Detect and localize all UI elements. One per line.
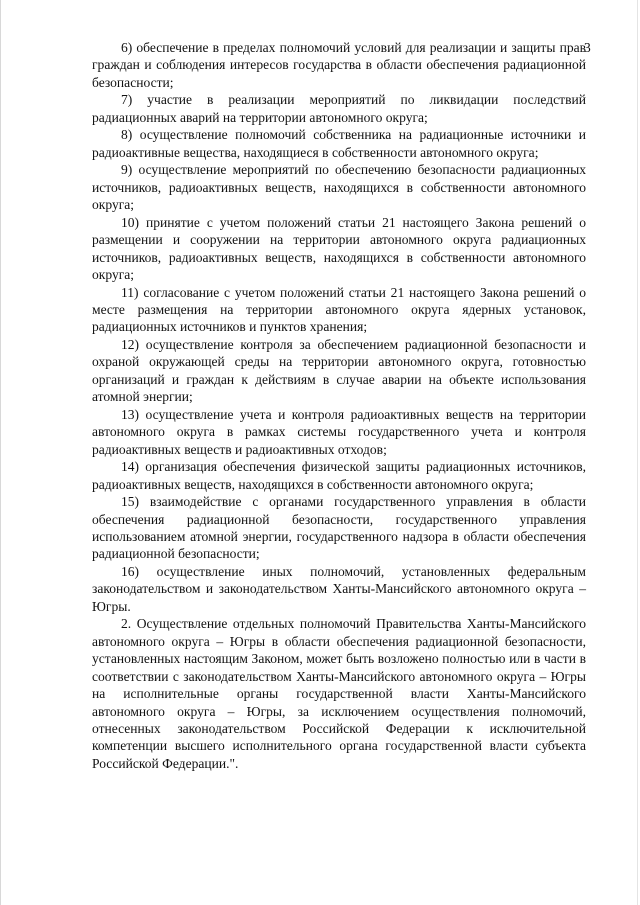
paragraph-item-6: 6) обеспечение в пределах полномочий условий для реализации и защиты прав граждан и соблюдения интересов государства в области обеспечения радиационной безопасности; <box>92 40 586 90</box>
scan-edge-left <box>0 0 1 905</box>
paragraph-item-10: 10) принятие с учетом положений статьи 21 настоящего Закона решений о размещении и сооружении на территории автономного округа радиационных источников, радиоактивных веществ, находящихся в собственности автономного округа; <box>92 214 586 283</box>
paragraph-item-13: 13) осуществление учета и контроля радиоактивных веществ на территории автономного округа в рамках системы государственного учета и контроля радиоактивных веществ и радиоактивных отходов; <box>92 406 586 457</box>
paragraph-item-9: 9) осуществление мероприятий по обеспечению безопасности радиационных источников, радиоактивных веществ, находящихся в собственности автономного округа; <box>92 162 586 213</box>
paragraph-item-7: 7) участие в реализации мероприятий по ликвидации последствий радиационных аварий на территории автономного округа; <box>92 92 586 125</box>
document-body <box>92 39 586 772</box>
paragraph-item-16: 16) осуществление иных полномочий, установленных федеральным законодательством и законодательством Ханты-Мансийского автономного округа – Югры. <box>92 564 586 614</box>
paragraph-item-8: 8) осуществление полномочий собственника на радиационные источники и радиоактивные вещества, находящиеся в собственности автономного округа; <box>92 127 586 160</box>
paragraph-item-15: 15) взаимодействие с органами государственного управления в области обеспечения радиационной безопасности, государственного управления использованием атомной энергии, государственного надзора в области обеспечения радиационной безопасности; <box>92 494 586 562</box>
paragraph-item-14: 14) организация обеспечения физической защиты радиационных источников, радиоактивных веществ, находящихся в собственности автономного округа; <box>92 459 586 492</box>
page-number: 3 <box>584 40 591 55</box>
paragraph-item-11: 11) согласование с учетом положений статьи 21 настоящего Закона решений о месте размещения на территории автономного округа ядерных установок, радиационных источников и пунктов хранения; <box>92 284 586 335</box>
scan-edge-right <box>637 0 638 905</box>
paragraph-item-12: 12) осуществление контроля за обеспечением радиационной безопасности и охраной окружающей среды на территории автономного округа, готовностью организаций и граждан к действиям в случае аварии на объекте использования атомной энергии; <box>92 337 586 405</box>
paragraph-section-2: 2. Осуществление отдельных полномочий Правительства Ханты-Мансийского автономного округа – Югры в области обеспечения радиационной безопасности, установленных настоящим Законом, может быть возложено полностью или в части в соответствии с законодательством Ханты-Мансийского автономного округа – Югры на исполнительные органы государственной власти Ханты-Мансийского автономного округа – Югры, за исключением осуществления полномочий, отнесенных законодательством Российской Федерации к исключительной компетенции высшего исполнительного органа государственной власти субъекта Российской Федерации.". <box>92 616 586 771</box>
